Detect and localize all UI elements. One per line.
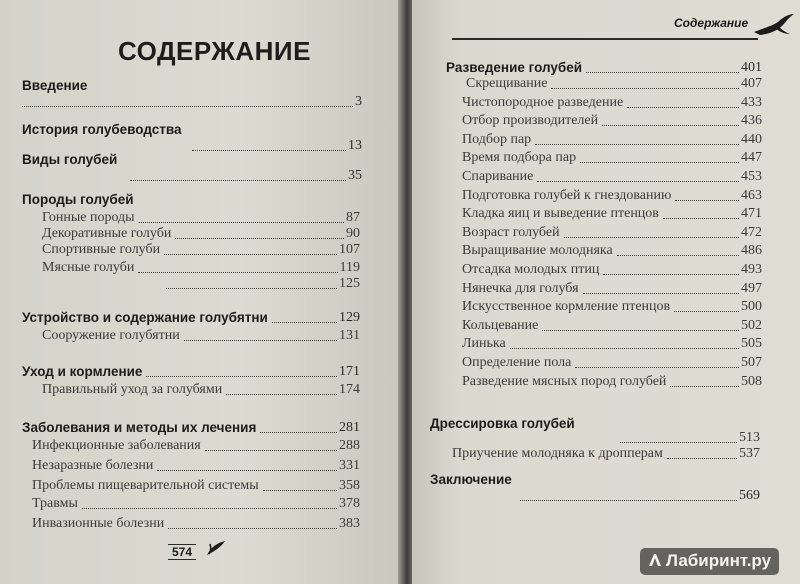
toc-entry-care — [22, 364, 360, 380]
dot-leader — [192, 150, 346, 151]
toc-subentry — [462, 206, 762, 222]
dot-leader — [138, 272, 337, 273]
entry-label: Выращивание молодняка — [462, 243, 613, 258]
running-header: Содержание — [674, 16, 749, 30]
entry-page: 493 — [741, 262, 762, 277]
entry-label: Уход и кормление — [22, 364, 143, 379]
toc-subentry — [462, 374, 762, 390]
entry-page: 440 — [741, 132, 762, 147]
entry-label: Спаривание — [462, 169, 534, 184]
entry-label: Виды голубей — [22, 152, 118, 167]
dot-leader — [675, 200, 739, 201]
dot-leader — [520, 500, 737, 501]
dot-leader — [22, 106, 353, 107]
toc-entry-diseases — [22, 420, 360, 436]
entry-page: 383 — [339, 516, 360, 531]
toc-subentry — [462, 281, 762, 297]
toc-entry-history — [22, 122, 362, 154]
entry-page: 119 — [339, 260, 360, 275]
entry-label: Кольцевание — [462, 318, 539, 333]
toc-entry-intro — [22, 78, 362, 110]
entry-label: Травмы — [32, 496, 78, 511]
dot-leader — [260, 432, 337, 433]
toc-subentry — [462, 299, 762, 315]
dot-leader — [575, 367, 739, 368]
toc-subentry — [42, 328, 360, 344]
entry-page: 472 — [741, 225, 762, 240]
toc-subentry — [42, 226, 360, 242]
toc-subentry — [32, 496, 360, 512]
entry-page: 3 — [355, 94, 362, 109]
dot-leader — [537, 181, 739, 182]
toc-subentry — [462, 188, 762, 204]
dot-leader — [617, 255, 739, 256]
dot-leader — [535, 144, 739, 145]
page-number: 574 — [168, 544, 196, 560]
entry-label: Незаразные болезни — [32, 458, 154, 473]
entry-label: Декоративные голуби — [42, 226, 172, 241]
toc-subentry — [32, 516, 360, 532]
entry-page: 107 — [339, 242, 360, 257]
entry-label: Мясные голуби — [42, 260, 135, 275]
entry-page: 35 — [348, 168, 362, 183]
dot-leader — [272, 322, 337, 323]
toc-subentry — [42, 260, 360, 276]
toc-subentry — [466, 76, 762, 92]
entry-page: 508 — [741, 374, 762, 389]
toc-entry-breeding — [446, 60, 762, 76]
entry-label: Отбор производителей — [462, 113, 599, 128]
dot-leader — [226, 394, 337, 395]
entry-page: 171 — [339, 364, 360, 379]
flying-bird-icon — [752, 12, 796, 38]
toc-subentry — [162, 276, 360, 292]
entry-label: Подготовка голубей к гнездованию — [462, 188, 672, 203]
dot-leader — [663, 218, 739, 219]
entry-label: Введение — [22, 78, 88, 93]
dot-leader — [586, 72, 739, 73]
entry-label: Кладка яиц и выведение птенцов — [462, 206, 659, 221]
dot-leader — [130, 180, 346, 181]
entry-label: Разведение голубей — [446, 60, 583, 75]
toc-subentry — [32, 478, 360, 494]
toc-subentry — [462, 225, 762, 241]
entry-page: 129 — [339, 310, 360, 325]
toc-entry-species — [22, 152, 362, 184]
leaf-ornament-icon — [205, 539, 227, 557]
toc-subentry — [32, 438, 360, 454]
dot-leader — [580, 162, 739, 163]
entry-label: Время подбора пар — [462, 150, 577, 165]
entry-label: История голубеводства — [22, 122, 182, 137]
dot-leader — [564, 237, 739, 238]
entry-page: 502 — [741, 318, 762, 333]
entry-page: 471 — [741, 206, 762, 221]
entry-label: Устройство и содержание голубятни — [22, 310, 268, 325]
entry-label: Инвазионные болезни — [32, 516, 165, 531]
dot-leader — [82, 508, 337, 509]
entry-page: 505 — [741, 336, 762, 351]
dot-leader — [602, 125, 739, 126]
labirint-logo-icon — [646, 551, 664, 569]
entry-page: 433 — [741, 95, 762, 110]
toc-entry-training-page — [440, 430, 760, 446]
dot-leader — [157, 470, 337, 471]
dot-leader — [168, 528, 337, 529]
dot-leader — [139, 222, 344, 223]
entry-page: 463 — [741, 188, 762, 203]
entry-page: 569 — [739, 488, 760, 503]
dot-leader — [620, 442, 737, 443]
dot-leader — [542, 330, 739, 331]
toc-subentry — [462, 355, 762, 371]
entry-label: Спортивные голуби — [42, 242, 161, 257]
toc-subentry — [462, 262, 762, 278]
dot-leader — [583, 293, 739, 294]
entry-page: 500 — [741, 299, 762, 314]
entry-page: 288 — [339, 438, 360, 453]
entry-label: Заболевания и методы их лечения — [22, 420, 257, 435]
entry-label: Нянечка для голубя — [462, 281, 579, 296]
entry-label: Заключение — [430, 472, 512, 487]
entry-label: Дрессировка голубей — [430, 416, 575, 431]
watermark-text: Лабиринт.ру — [666, 551, 772, 570]
header-rule — [452, 38, 758, 40]
entry-page: 87 — [346, 210, 360, 225]
dot-leader — [670, 386, 739, 387]
entry-page: 401 — [741, 60, 762, 75]
entry-page: 407 — [741, 76, 762, 91]
dot-leader — [627, 107, 739, 108]
toc-subentry — [452, 446, 760, 462]
entry-page: 378 — [339, 496, 360, 511]
entry-page: 281 — [339, 420, 360, 435]
toc-subentry — [462, 318, 762, 334]
entry-label: Искусственное кормление птенцов — [462, 299, 671, 314]
entry-label: Гонные породы — [42, 210, 135, 225]
dot-leader — [184, 340, 337, 341]
entry-page: 90 — [346, 226, 360, 241]
entry-page: 513 — [739, 430, 760, 445]
entry-label: Определение пола — [462, 355, 572, 370]
dot-leader — [205, 450, 337, 451]
toc-subentry — [32, 458, 360, 474]
toc-subentry — [462, 132, 762, 148]
dot-leader — [175, 238, 344, 239]
entry-label: Проблемы пищеварительной системы — [32, 478, 259, 493]
page-title: СОДЕРЖАНИЕ — [118, 36, 311, 66]
entry-label: Породы голубей — [22, 192, 134, 207]
toc-subentry — [462, 243, 762, 259]
entry-label: Подбор пар — [462, 132, 532, 147]
toc-subentry — [462, 113, 762, 129]
toc-entry-conclusion — [430, 472, 760, 504]
entry-page: 486 — [741, 243, 762, 258]
dot-leader — [166, 288, 337, 289]
entry-label: Линька — [462, 336, 506, 351]
entry-page: 436 — [741, 113, 762, 128]
toc-subentry — [462, 336, 762, 352]
entry-page: 331 — [339, 458, 360, 473]
toc-subentry — [462, 150, 762, 166]
entry-label: Возраст голубей — [462, 225, 560, 240]
toc-subentry — [42, 382, 360, 398]
entry-page: 507 — [741, 355, 762, 370]
entry-page: 453 — [741, 169, 762, 184]
entry-label: Скрещивание — [466, 76, 548, 91]
toc-subentry — [42, 242, 360, 258]
dot-leader — [674, 311, 739, 312]
entry-label: Инфекционные заболевания — [32, 438, 201, 453]
toc-subentry — [462, 169, 762, 185]
entry-label: Чистопородное разведение — [462, 95, 624, 110]
entry-page: 537 — [739, 446, 760, 461]
watermark — [640, 548, 779, 575]
entry-page: 174 — [339, 382, 360, 397]
entry-label: Сооружение голубятни — [42, 328, 180, 343]
toc-entry-housing — [22, 310, 360, 326]
dot-leader — [603, 274, 739, 275]
dot-leader — [510, 348, 739, 349]
dot-leader — [667, 458, 737, 459]
toc-subentry — [462, 95, 762, 111]
entry-page: 497 — [741, 281, 762, 296]
dot-leader — [164, 254, 337, 255]
entry-page: 358 — [339, 478, 360, 493]
entry-label: Отсадка молодых птиц — [462, 262, 600, 277]
entry-page: 131 — [339, 328, 360, 343]
entry-label: Разведение мясных пород голубей — [462, 374, 667, 389]
toc-subentry — [42, 210, 360, 226]
entry-page: 13 — [348, 138, 362, 153]
entry-page: 447 — [741, 150, 762, 165]
toc-entry-breeds — [22, 192, 162, 208]
entry-label: Правильный уход за голубями — [42, 382, 223, 397]
entry-page: 125 — [339, 276, 360, 291]
dot-leader — [551, 88, 739, 89]
dot-leader — [263, 490, 337, 491]
dot-leader — [146, 376, 337, 377]
entry-label: Приучение молодняка к дропперам — [452, 446, 663, 461]
